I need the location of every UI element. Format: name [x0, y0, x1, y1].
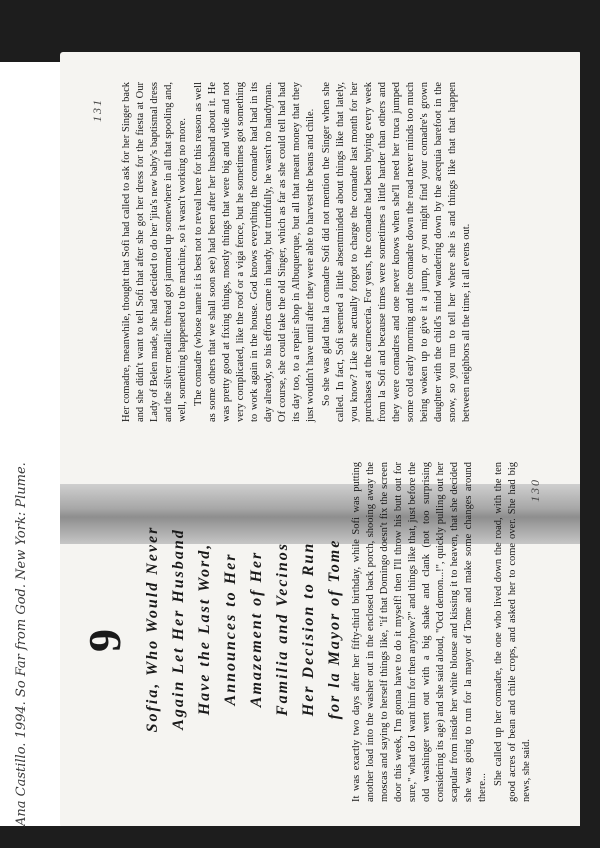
paragraph: The comadre (whose name it is best not to reveal here for this reason as well as some others that we shall soon see) had been after her husband about it. He was pretty good at fixing things, mostly things that were big and wide and not very complicated, like the roof or a viga fence, but he sometimes got something to work again in the house. God knows everything the comadre had had in its day already, so his efforts came in handy, but truthfully, he wasn't no handyman. Of course, she could take the old Singer, which as far as she could tell had had its day too, to a repair shop in Albuquerque, but all that meant money that they just wouldn't have until after they were able to harvest the beans and chile.: [193, 82, 316, 422]
chapter-title-line: Have the Last Word,: [196, 542, 213, 716]
rotated-spread: [72, 62, 572, 822]
scan-border-right: [580, 0, 600, 848]
right-page: [82, 72, 552, 422]
paragraph: So she was glad that la comadre Sofi did not mention the Singer when she called. In fact, Sofi seemed a little absentminded about things like that lately, you know? Like she actually forgot to charge the comadre last month for her purchases at the carnecería. For years, the comadre had been buying every week from la Sofi and because times were sometimes a little harder than others and they were comadres and one never knows when she'll need her truca jumped some cold early morning and the comadre down the road never minds too much being woken up to give it a jump, or you might find your comadre's grown daughter with the child's mind wandering down by the acequia barefoot in the snow, so you run to tell her where she is and things like that that happen between neighbors all the time, it all evens out.: [321, 82, 472, 422]
paragraph: Her comadre, meanwhile, thought that Sofi had called to ask for her Singer back and she didn't want to tell Sofi that after she got her dress for the fiesta at Our Lady of Belen made, she had decided to do her 'jita's new baby's baptismal dress and the silver metallic thread got jammed up somewhere in all that spooling and, well, something happened to the machine, so it wasn't working no more.: [121, 82, 188, 422]
page-number: 130: [528, 478, 542, 502]
spread-content: [72, 62, 572, 822]
chapter-title-line: Her Decision to Run: [300, 541, 317, 717]
right-page-body: [120, 82, 476, 422]
chapter-title: [140, 464, 348, 794]
left-page-body: [350, 462, 536, 802]
chapter-number: 9: [79, 629, 130, 652]
chapter-title-line: Again Let Her Husband: [170, 528, 187, 730]
paragraph: She called up her comadre, the one who lived down the road, with the ten good acres of bean and chile crops, and asked her to come over. She had big news, she said.: [493, 462, 532, 802]
page-number: 131: [90, 98, 104, 122]
chapter-title-line: for la Mayor of Tome: [326, 538, 343, 720]
left-page: [79, 452, 552, 802]
paragraph: It was exactly two days after her fifty-third birthday, while Sofi was putting another load into the washer out in the enclosed back porch, shooing away the moscas and saying to herself things like, "if that Domingo doesn't fix the screen door this week, I'm gonna have to do it myself! then I'll throw his butt out for sure," what do I want him for then anyhow?" and things like that, just before the old washinger went out with a big shake and clank (not too surprising considering its age) and she said aloud, "Ocd demon...!", quickly pulling out her scapular from inside her white blouse and kissing it to heaven, that she decided she was going to run for la mayor of Tome and make some changes around there...: [351, 462, 488, 802]
chapter-title-line: Amazement of Her: [248, 550, 265, 708]
chapter-title-line: Sofia, Who Would Never: [144, 525, 161, 733]
chapter-title-line: Familia and Vecinos: [274, 541, 291, 717]
handwritten-citation: Ana Castillo. 1994. So Far from God. New York: Plume.: [14, 462, 29, 826]
scan-border-bottom: [0, 826, 600, 848]
chapter-title-line: Announces to Her: [222, 552, 239, 706]
